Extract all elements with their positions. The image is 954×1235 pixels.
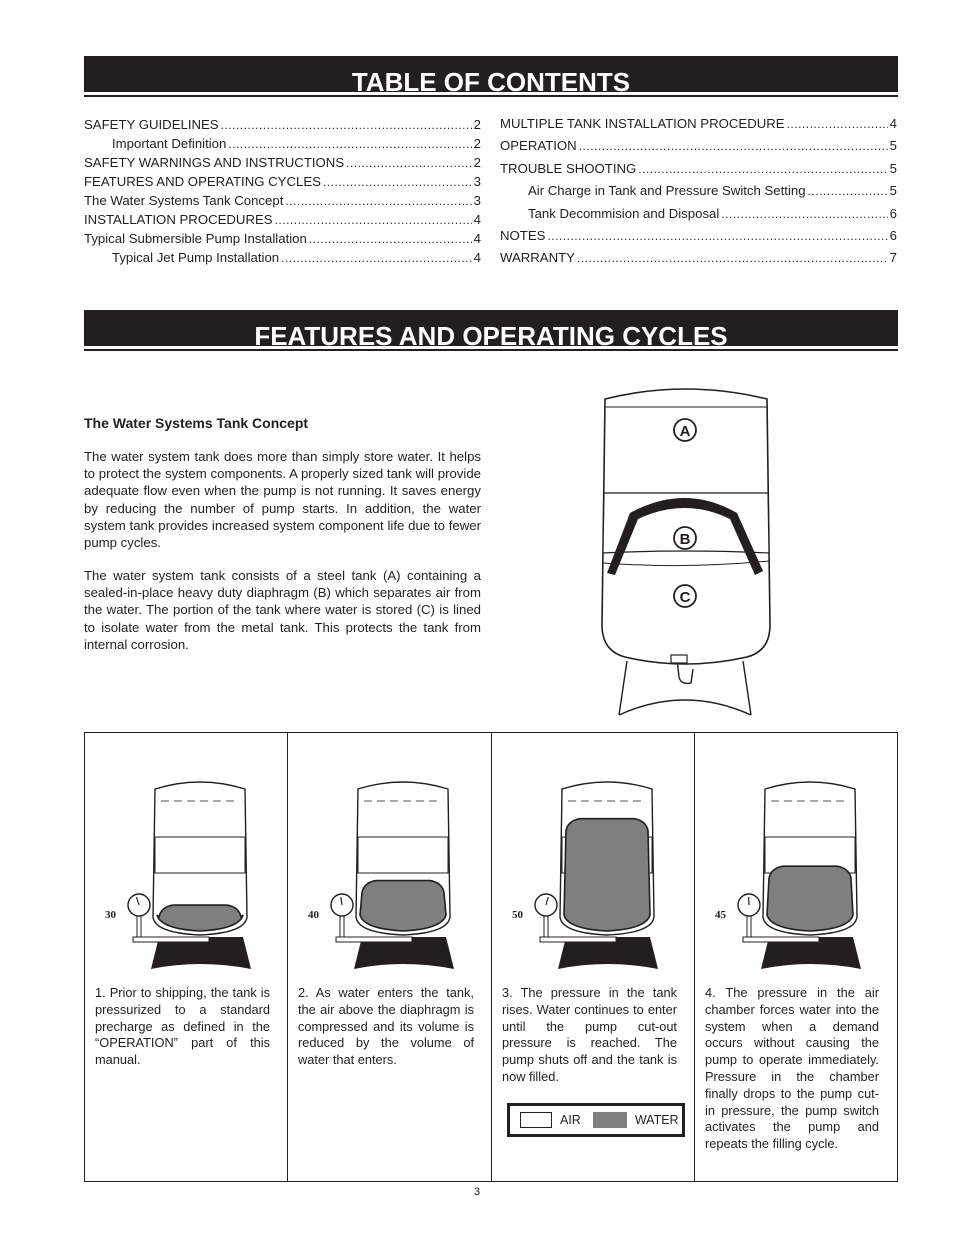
toc-entry-page: 3 <box>473 193 481 208</box>
gauge-reading: 40 <box>308 909 319 921</box>
toc-entry-page: 7 <box>889 250 897 266</box>
toc-entry <box>500 228 897 250</box>
cycle-pipe <box>133 937 209 942</box>
tank-stand <box>619 661 751 715</box>
toc-entry-page: 6 <box>889 227 897 243</box>
toc-entry-title: Typical Submersible Pump Installation <box>84 231 307 246</box>
toc-leader-dots <box>323 175 472 189</box>
toc-entry-title: TROUBLE SHOOTING <box>500 160 637 176</box>
toc-entry-page: 4 <box>473 212 481 227</box>
label-c-badge <box>674 585 696 607</box>
label-c: C <box>679 589 691 606</box>
gauge-reading: 50 <box>512 909 523 921</box>
toc-leader-dots <box>309 232 472 246</box>
cycle-pipe <box>540 937 616 942</box>
toc-entry-title: SAFETY WARNINGS AND INSTRUCTIONS <box>84 155 345 170</box>
toc-banner-title: TABLE OF CONTENTS <box>351 67 631 92</box>
label-b-badge <box>674 527 696 549</box>
toc-entry-page: 2 <box>473 117 481 132</box>
toc-entry <box>84 174 481 193</box>
cycle-tank-illustration <box>514 771 674 971</box>
cycle-caption: 3. The pressure in the tank rises. Water continues to enter until the pump cut-out pressure is reached. The pump shuts off and the tank is now filled. <box>502 985 677 1084</box>
cycle-pipe <box>336 937 412 942</box>
toc-entry <box>500 206 897 228</box>
cycle-caption: 2. As water enters the tank, the air above the diaphragm is compressed and its volume is reduced by the volume of water that enters. <box>298 985 474 1068</box>
toc-entry-page: 2 <box>473 136 481 151</box>
toc-leader-dots <box>275 213 472 227</box>
toc-leader-dots <box>346 156 472 170</box>
gauge-reading: 45 <box>715 909 726 921</box>
cycle-caption: 1. Prior to shipping, the tank is pressurized to a standard precharge as defined in the “OPERATION” part of this manual. <box>95 985 270 1068</box>
toc-leader-dots <box>547 229 887 243</box>
cycle-tank-illustration <box>107 771 267 971</box>
toc-entry-title: SAFETY GUIDELINES <box>84 117 219 132</box>
toc-entry-title: FEATURES AND OPERATING CYCLES <box>84 174 321 189</box>
toc-entry <box>500 138 897 160</box>
toc-entry <box>84 117 481 136</box>
toc-banner-rule <box>84 95 898 97</box>
toc-entry <box>500 161 897 183</box>
operating-cycle-panels <box>84 732 898 1182</box>
toc-entry <box>500 116 897 138</box>
toc-leader-dots <box>787 117 888 131</box>
features-banner <box>84 310 898 346</box>
toc-entry-title: Tank Decommision and Disposal <box>528 205 720 221</box>
page-number: 3 <box>473 1186 481 1198</box>
toc-entry-page: 5 <box>889 138 897 154</box>
cycle-water-fill <box>360 881 446 931</box>
toc-entry-page: 4 <box>473 231 481 246</box>
toc-entry <box>84 212 481 231</box>
concept-paragraph-2: The water system tank consists of a steel tank (A) containing a sealed-in-place heavy duty diaphragm (B) which separates air from the water. The portion of the tank where water is stored (C) is lined to isolate water from the metal tank. This protects the tank from internal corrosion. <box>84 568 481 652</box>
toc-leader-dots <box>721 207 887 221</box>
water-legend-label: WATER <box>634 1113 679 1127</box>
cycle-caption: 4. The pressure in the air chamber forces water into the system when a demand occurs without causing the pump to operate immediately. Pressure in the chamber finally drops to the pump cut-in pressure, the pump switch activates the pump and repeats the filling cycle. <box>705 985 879 1152</box>
toc-entry-page: 6 <box>889 205 897 221</box>
toc-entry-page: 5 <box>889 160 897 176</box>
toc-leader-dots <box>281 251 472 265</box>
toc-entry-title: WARRANTY <box>500 250 575 266</box>
air-swatch <box>520 1112 552 1128</box>
toc-entry <box>84 136 481 155</box>
toc-leader-dots <box>228 137 471 151</box>
toc-leader-dots <box>285 194 471 208</box>
toc-entry <box>84 231 481 250</box>
toc-leader-dots <box>221 118 472 132</box>
toc-entry-title: Air Charge in Tank and Pressure Switch Setting <box>528 183 806 199</box>
cycle-tank-illustration <box>310 771 470 971</box>
cycle-panel <box>85 733 288 1181</box>
toc-right-column <box>500 116 897 273</box>
water-swatch <box>593 1112 627 1128</box>
features-banner-title: FEATURES AND OPERATING CYCLES <box>254 321 728 346</box>
toc-banner <box>84 56 898 92</box>
toc-entry <box>500 250 897 272</box>
toc-entry-title: INSTALLATION PROCEDURES <box>84 212 273 227</box>
toc-entry-title: OPERATION <box>500 138 577 154</box>
toc-entry <box>84 155 481 174</box>
toc-entry-page: 4 <box>889 116 897 131</box>
air-water-legend <box>507 1103 685 1137</box>
cycle-water-fill <box>564 819 650 931</box>
cycle-tank-illustration <box>717 771 877 971</box>
concept-paragraph-1: The water system tank does more than simply store water. It helps to protect the system components. A properly sized tank will provide adequate flow even when the pump is not running. It saves energy by reducing the number of pump starts. In addition, the water system tank provides increased system component life due to fewer pump cycles. <box>84 449 481 551</box>
toc-entry-title: The Water Systems Tank Concept <box>84 193 284 208</box>
features-banner-rule <box>84 349 898 351</box>
toc-entry-page: 2 <box>473 155 481 170</box>
label-a: A <box>679 423 691 440</box>
toc-leader-dots <box>579 139 888 153</box>
toc-entry <box>500 183 897 205</box>
toc-entry <box>84 193 481 212</box>
toc-leader-dots <box>577 251 888 265</box>
label-b: B <box>679 531 691 548</box>
toc-entry-page: 5 <box>889 183 897 199</box>
toc-entry <box>84 250 481 269</box>
cycle-water-fill <box>767 866 853 931</box>
toc-entry-title: Important Definition <box>112 136 227 151</box>
gauge-reading: 30 <box>105 909 116 921</box>
toc-entry-title: NOTES <box>500 227 546 243</box>
cycle-panel <box>695 733 898 1181</box>
toc-entry-page: 3 <box>473 174 481 189</box>
cycle-pipe <box>743 937 819 942</box>
toc-leader-dots <box>808 184 888 198</box>
toc-entry-title: Typical Jet Pump Installation <box>112 250 280 265</box>
toc-entry-title: MULTIPLE TANK INSTALLATION PROCEDURE <box>500 116 785 131</box>
label-a-badge <box>674 419 696 441</box>
cycle-panel <box>288 733 492 1181</box>
toc-left-column <box>84 117 481 269</box>
concept-heading: The Water Systems Tank Concept <box>84 415 309 431</box>
toc-entry-page: 4 <box>473 250 481 265</box>
air-legend-label: AIR <box>560 1113 581 1127</box>
toc-leader-dots <box>638 162 887 176</box>
tank-diagram <box>585 385 785 717</box>
